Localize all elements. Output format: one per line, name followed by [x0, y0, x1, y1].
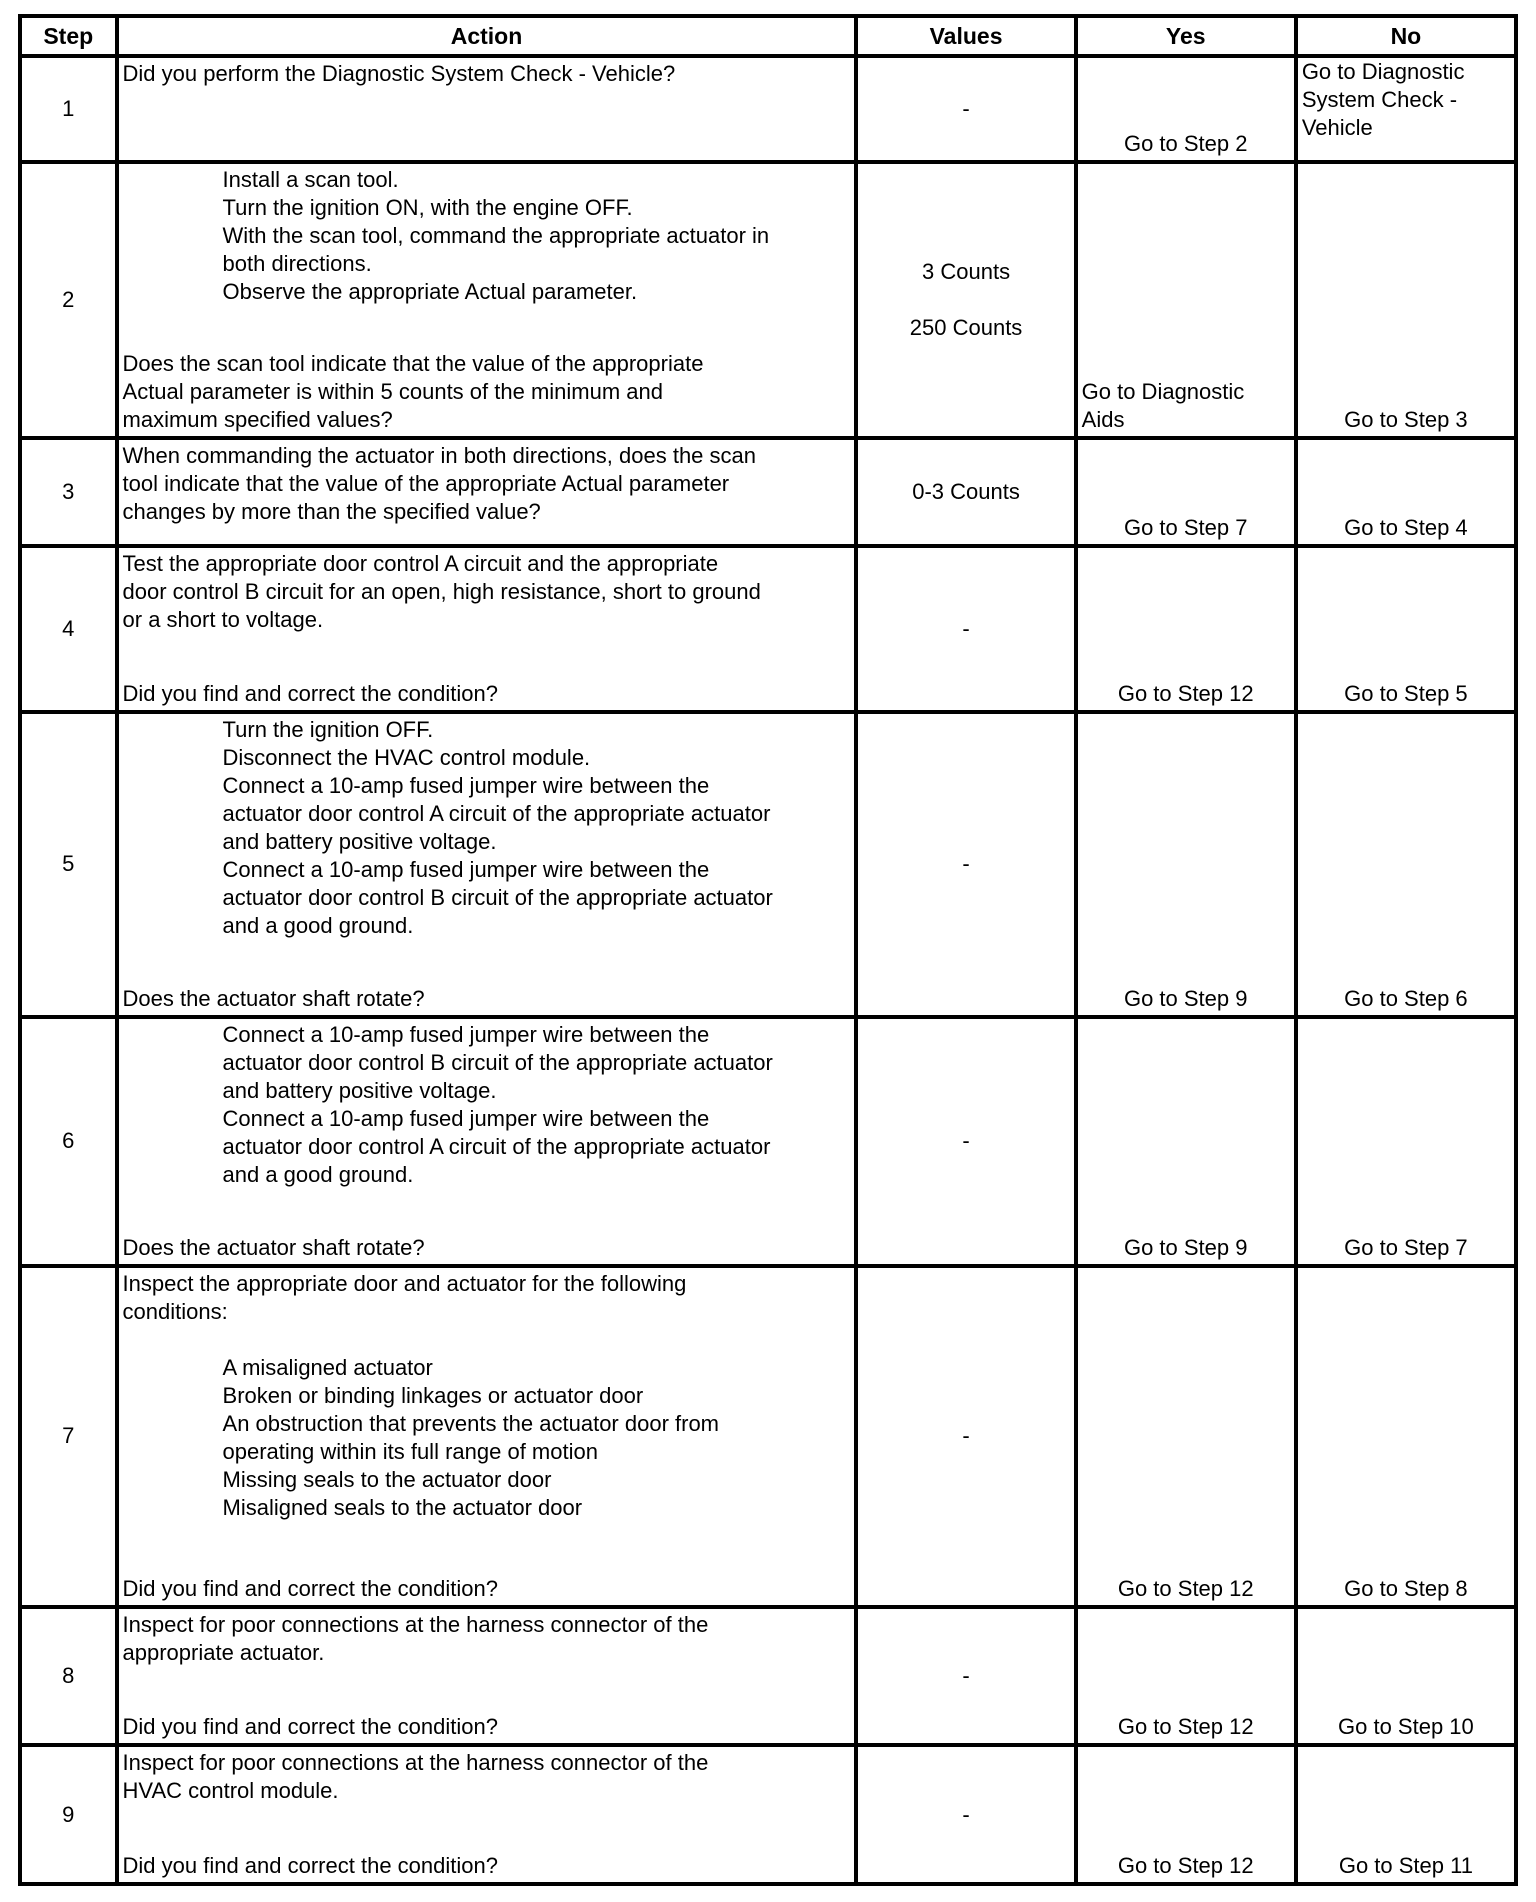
action-intro-line: tool indicate that the value of the appropriate Actual parameter: [122, 471, 730, 497]
action-steps: [123, 1354, 851, 1522]
no-link: [1298, 1234, 1514, 1262]
no-link-line[interactable]: Go to Step 8: [1344, 1576, 1468, 1602]
values-cell: [856, 546, 1075, 711]
no-link-line[interactable]: Go to Step 7: [1344, 1234, 1468, 1260]
no-link-line[interactable]: Go to Step 3: [1344, 407, 1468, 433]
value-item: -: [962, 616, 970, 642]
step-cell: 3: [20, 438, 117, 546]
action-steps-line: A misaligned actuator: [222, 1354, 433, 1380]
action-steps-line: and a good ground.: [222, 912, 414, 938]
action-cell: [117, 438, 857, 546]
action-content: [119, 1268, 855, 1605]
action-question-line: Does the actuator shaft rotate?: [122, 985, 425, 1011]
action-intro-line: Did you perform the Diagnostic System Check - Vehicle?: [122, 61, 676, 86]
diagnostic-table: [18, 14, 1518, 1886]
action-question: [123, 1852, 851, 1880]
action-steps-line: Misaligned seals to the actuator door: [222, 1494, 583, 1520]
header-values: Values: [856, 16, 1075, 56]
no-cell: [1296, 1745, 1516, 1884]
values-cell: [856, 56, 1075, 162]
table-row: [20, 1607, 1516, 1745]
action-question-line: Did you find and correct the condition?: [122, 1576, 498, 1602]
values-list: [858, 850, 1073, 878]
action-top: [123, 60, 851, 88]
no-link: [1302, 58, 1514, 142]
no-link: [1298, 1575, 1514, 1603]
action-intro-line: Inspect for poor connections at the harness connector of the: [122, 1750, 709, 1776]
action-top: [123, 1749, 851, 1805]
yes-link: [1078, 1852, 1294, 1880]
action-content: [119, 58, 855, 160]
action-top: [123, 1021, 851, 1189]
yes-cell: [1076, 438, 1296, 546]
table-row: [20, 56, 1516, 162]
no-link-line[interactable]: Go to Step 10: [1338, 1714, 1474, 1740]
yes-cell: [1076, 1017, 1296, 1266]
action-question-line: maximum specified values?: [122, 407, 393, 433]
action-steps-line: actuator door control B circuit of the appropriate actuator: [222, 884, 773, 910]
value-item: -: [962, 1128, 970, 1154]
action-intro: [123, 1270, 851, 1326]
no-cell: [1296, 1017, 1516, 1266]
values-cell: [856, 1017, 1075, 1266]
yes-cell: [1076, 1745, 1296, 1884]
values-cell: [856, 1745, 1075, 1884]
values-list: [858, 1422, 1073, 1450]
values-list: [858, 1801, 1073, 1829]
action-top: [123, 1611, 851, 1667]
action-steps: [123, 716, 851, 940]
value-item: -: [962, 851, 970, 877]
action-question: [123, 1575, 851, 1603]
action-steps-line: operating within its full range of motion: [222, 1438, 598, 1464]
action-intro-line: Inspect for poor connections at the harness connector of the: [122, 1612, 709, 1638]
step-cell: 6: [20, 1017, 117, 1266]
action-question: [123, 680, 851, 708]
header-action: Action: [117, 16, 857, 56]
action-top: [123, 1270, 851, 1522]
yes-link: [1082, 378, 1294, 434]
values-cell: [856, 1607, 1075, 1745]
no-link: [1298, 1852, 1514, 1880]
table-row: [20, 1745, 1516, 1884]
yes-link-line[interactable]: Go to Step 12: [1117, 1714, 1254, 1740]
header-step: Step: [20, 16, 117, 56]
yes-link: [1078, 680, 1294, 708]
action-question-line: Did you find and correct the condition?: [122, 1853, 498, 1878]
action-cell: [117, 1266, 857, 1607]
step-cell: 4: [20, 546, 117, 711]
yes-link-line[interactable]: Go to Step 12: [1117, 680, 1254, 706]
action-steps-line: An obstruction that prevents the actuator door from: [222, 1410, 720, 1436]
action-content: [119, 1019, 855, 1264]
action-intro-line: appropriate actuator.: [122, 1640, 325, 1666]
yes-link: [1078, 1575, 1294, 1603]
no-link: [1298, 406, 1514, 434]
no-link-line[interactable]: Go to Step 4: [1344, 515, 1468, 541]
action-intro: [123, 60, 851, 88]
step-cell: 8: [20, 1607, 117, 1745]
step-cell: 5: [20, 712, 117, 1017]
yes-link: [1078, 130, 1294, 158]
yes-link-line[interactable]: Go to Step 12: [1117, 1576, 1254, 1602]
values-cell: [856, 1266, 1075, 1607]
action-cell: [117, 1745, 857, 1884]
action-steps-line: Connect a 10-amp fused jumper wire between the: [222, 856, 710, 882]
action-steps-line: and a good ground.: [222, 1161, 414, 1187]
action-question-line: Does the actuator shaft rotate?: [122, 1234, 425, 1260]
action-intro-line: When commanding the actuator in both directions, does the scan: [122, 443, 756, 469]
action-question-line: Did you find and correct the condition?: [122, 680, 498, 706]
no-cell: [1296, 438, 1516, 546]
action-steps-line: actuator door control A circuit of the appropriate actuator: [222, 800, 771, 826]
action-intro-line: changes by more than the specified value?: [122, 499, 541, 525]
action-steps-line: Observe the appropriate Actual parameter.: [222, 278, 638, 304]
action-question-line: Did you find and correct the condition?: [122, 1714, 498, 1740]
table-row: [20, 1266, 1516, 1607]
values-list: [858, 1662, 1073, 1690]
yes-cell: [1076, 1607, 1296, 1745]
no-link-line[interactable]: Go to Diagnostic: [1301, 59, 1465, 84]
no-cell: [1296, 712, 1516, 1017]
value-item: -: [962, 95, 970, 121]
action-steps-line: Connect a 10-amp fused jumper wire between the: [222, 772, 710, 798]
yes-link: [1078, 985, 1294, 1013]
action-intro: [123, 442, 851, 526]
action-steps-line: Connect a 10-amp fused jumper wire between the: [222, 1021, 710, 1047]
values-list: [858, 258, 1073, 342]
yes-link-line[interactable]: Go to Step 9: [1123, 985, 1248, 1011]
action-steps-line: both directions.: [222, 250, 372, 276]
no-link-line[interactable]: Go to Step 5: [1344, 680, 1468, 706]
action-top: [123, 166, 851, 306]
yes-link: [1078, 514, 1294, 542]
yes-link: [1078, 1234, 1294, 1262]
table-row: [20, 546, 1516, 711]
yes-link-line[interactable]: Go to Diagnostic: [1081, 379, 1245, 405]
action-cell: [117, 712, 857, 1017]
action-question: [123, 985, 851, 1013]
action-steps-line: Install a scan tool.: [222, 166, 399, 192]
yes-cell: [1076, 546, 1296, 711]
yes-link-line[interactable]: Go to Step 2: [1123, 130, 1248, 156]
action-steps-line: Disconnect the HVAC control module.: [222, 744, 591, 770]
action-content: [119, 548, 855, 709]
values-cell: [856, 712, 1075, 1017]
action-question: [123, 350, 851, 434]
yes-cell: [1076, 712, 1296, 1017]
action-steps-line: Missing seals to the actuator door: [222, 1466, 552, 1492]
table-row: [20, 1017, 1516, 1266]
table-row: [20, 438, 1516, 546]
yes-link-line[interactable]: Aids: [1081, 407, 1125, 433]
action-intro-line: Test the appropriate door control A circuit and the appropriate: [122, 551, 719, 577]
values-list: [858, 1127, 1073, 1155]
yes-cell: [1076, 162, 1296, 439]
value-item: 250 Counts: [909, 315, 1023, 341]
action-top: [123, 716, 851, 940]
action-cell: [117, 1607, 857, 1745]
header-no: No: [1296, 16, 1516, 56]
action-cell: [117, 162, 857, 439]
action-top: [123, 550, 851, 634]
action-steps-line: Turn the ignition ON, with the engine OFF.: [222, 194, 633, 220]
no-link-line[interactable]: Vehicle: [1301, 115, 1373, 140]
no-link-line[interactable]: System Check -: [1301, 87, 1458, 112]
step-cell: 7: [20, 1266, 117, 1607]
no-link-line[interactable]: Go to Step 6: [1344, 985, 1468, 1011]
action-question: [123, 1713, 851, 1741]
action-cell: [117, 56, 857, 162]
action-steps: [123, 166, 851, 306]
values-list: [858, 615, 1073, 643]
yes-cell: [1076, 56, 1296, 162]
values-cell: [856, 438, 1075, 546]
value-item: 0-3 Counts: [912, 479, 1020, 505]
action-steps-line: With the scan tool, command the appropriate actuator in: [222, 222, 770, 248]
action-content: [119, 1609, 855, 1743]
yes-link-line[interactable]: Go to Step 7: [1123, 515, 1248, 541]
action-intro: [123, 550, 851, 634]
no-cell: [1296, 56, 1516, 162]
action-steps-line: actuator door control A circuit of the appropriate actuator: [222, 1133, 771, 1159]
action-intro-line: Inspect the appropriate door and actuator for the following: [122, 1270, 687, 1296]
header-row: [20, 16, 1516, 56]
value-item: -: [962, 1801, 970, 1827]
step-cell: 1: [20, 56, 117, 162]
action-intro: [123, 1611, 851, 1667]
no-link: [1298, 1713, 1514, 1741]
value-item: -: [962, 1663, 970, 1689]
table-row: [20, 712, 1516, 1017]
action-content: [119, 440, 855, 544]
header-yes: Yes: [1076, 16, 1296, 56]
step-cell: 2: [20, 162, 117, 439]
yes-link: [1078, 1713, 1294, 1741]
action-question: [123, 1234, 851, 1262]
no-cell: [1296, 546, 1516, 711]
action-intro-line: HVAC control module.: [122, 1778, 339, 1804]
values-list: [858, 95, 1073, 123]
action-top: [123, 442, 851, 526]
action-steps-line: and battery positive voltage.: [222, 1077, 497, 1103]
value-item: -: [962, 1423, 970, 1449]
no-link: [1298, 985, 1514, 1013]
no-cell: [1296, 1607, 1516, 1745]
step-cell: 9: [20, 1745, 117, 1884]
value-item: 3 Counts: [922, 259, 1011, 285]
action-content: [119, 1747, 855, 1882]
action-question-line: Does the scan tool indicate that the value of the appropriate: [122, 351, 704, 377]
no-cell: [1296, 1266, 1516, 1607]
no-link: [1298, 680, 1514, 708]
action-cell: [117, 1017, 857, 1266]
action-intro-line: door control B circuit for an open, high resistance, short to ground: [122, 579, 761, 605]
table-row: [20, 162, 1516, 439]
action-intro-line: or a short to voltage.: [122, 607, 324, 633]
no-cell: [1296, 162, 1516, 439]
values-list: [858, 478, 1073, 506]
action-steps-line: Broken or binding linkages or actuator door: [222, 1382, 644, 1408]
action-steps: [123, 1021, 851, 1189]
yes-cell: [1076, 1266, 1296, 1607]
action-steps-line: Connect a 10-amp fused jumper wire between the: [222, 1105, 710, 1131]
action-intro: [123, 1749, 851, 1805]
no-link-line[interactable]: Go to Step 11: [1338, 1853, 1473, 1878]
action-intro-line: conditions:: [122, 1298, 228, 1324]
yes-link-line[interactable]: Go to Step 12: [1117, 1853, 1254, 1878]
values-cell: [856, 162, 1075, 439]
action-content: [119, 164, 855, 437]
action-content: [119, 714, 855, 1015]
action-steps-line: and battery positive voltage.: [222, 828, 497, 854]
action-steps-line: actuator door control B circuit of the appropriate actuator: [222, 1049, 773, 1075]
yes-link-line[interactable]: Go to Step 9: [1123, 1234, 1248, 1260]
action-cell: [117, 546, 857, 711]
action-steps-line: Turn the ignition OFF.: [222, 716, 434, 742]
no-link: [1298, 514, 1514, 542]
action-question-line: Actual parameter is within 5 counts of the minimum and: [122, 379, 663, 405]
